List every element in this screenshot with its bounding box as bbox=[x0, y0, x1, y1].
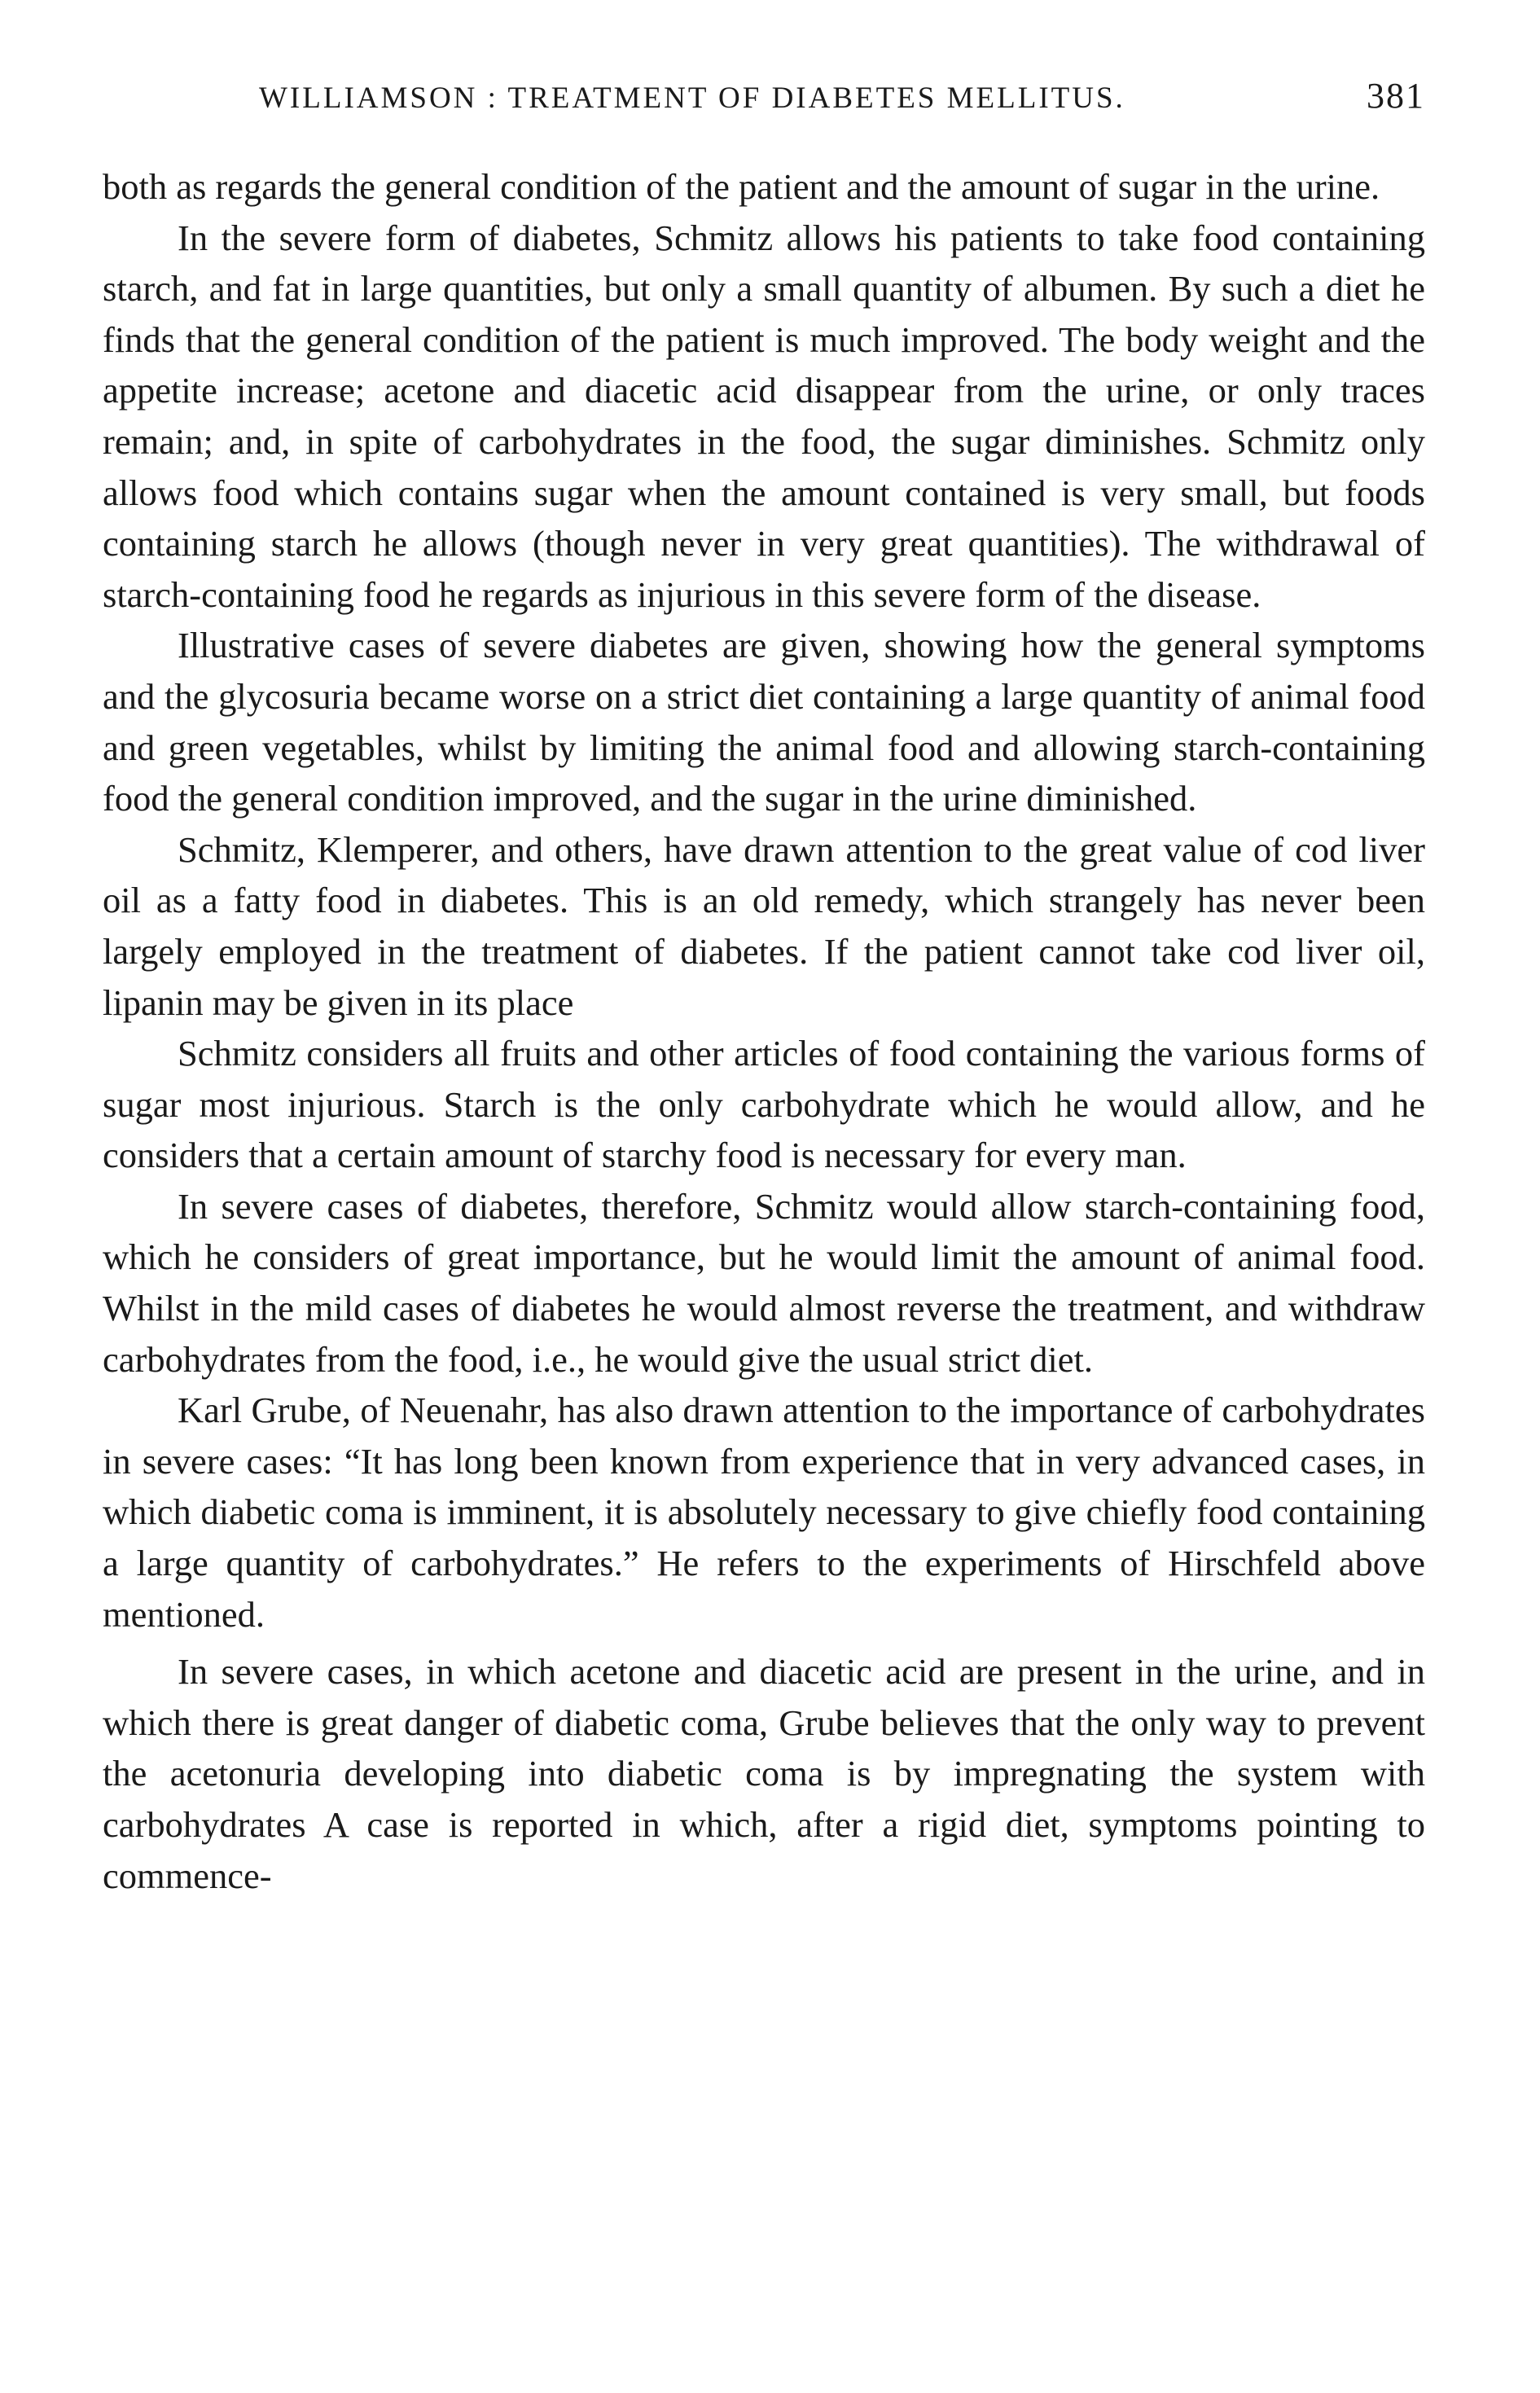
body-text bbox=[103, 161, 1425, 1901]
paragraph-acetonuria: In severe cases, in which acetone and diacetic acid are present in the urine, and in which there is great danger of diabetic coma, Grube believes that the only way to prevent the acetonuria developing into diabetic coma is by impregnating the system with carbohydrates A case is reported in which, after a rigid diet, symptoms pointing to commence- bbox=[103, 1651, 1425, 1896]
running-head bbox=[259, 75, 1425, 124]
page-number: 381 bbox=[1367, 76, 1425, 116]
paragraph-karl-grube: Karl Grube, of Neuenahr, has also drawn attention to the importance of carbohydrates in severe cases: “It has long been known from experience that in very advanced cases, in which diabetic coma is imminent, it is absolutely necessary to give chiefly food containing a large quantity of carbohydrates.” He refers to the experiments of Hirschfeld above mentioned. bbox=[103, 1390, 1425, 1635]
paragraph-starch-containing-food: In severe cases of diabetes, therefore, Schmitz would allow starch-containing food, which he considers of great importance, but he would limit the amount of animal food. Whilst in the mild cases of diabetes he would almost reverse the treatment, and withdraw carbohydrates from the food, i.e., he would give the usual strict diet. bbox=[103, 1185, 1425, 1380]
paragraph-severe-form-diet: In the severe form of diabetes, Schmitz allows his patients to take food containing starch, and fat in large quantities, but only a small quantity of albumen. By such a diet he finds that the general condition of the patient is much improved. The body weight and the appetite increase; acetone and diacetic acid disappear from the urine, or only traces remain; and, in spite of carbohydrates in the food, the sugar diminishes. Schmitz only allows food which contains sugar when the amount contained is very small, but foods containing starch he allows (though never in very great quantities). The withdrawal of starch-containing food he regards as injurious in this severe form of the disease. bbox=[103, 217, 1425, 615]
paragraph-fruits-and-sugar: Schmitz considers all fruits and other articles of food containing the various forms of sugar most injurious. Starch is the only carbohydrate which he would allow, and he considers that a certain amount of starchy food is necessary for every man. bbox=[103, 1033, 1425, 1176]
running-title: WILLIAMSON : TREATMENT OF DIABETES MELLITUS. bbox=[259, 81, 1125, 115]
paragraph-cod-liver-oil: Schmitz, Klemperer, and others, have drawn attention to the great value of cod liver oil as a fatty food in diabetes. This is an old remedy, which strangely has never been largely employed in the treatment of diabetes. If the patient cannot take cod liver oil, lipanin may be given in its place bbox=[103, 828, 1425, 1023]
paragraph-continuation: both as regards the general condition of the patient and the amount of sugar in the urine. bbox=[103, 166, 1380, 207]
paragraph-illustrative-cases: Illustrative cases of severe diabetes are given, showing how the general symptoms and the glycosuria became worse on a strict diet containing a large quantity of animal food and green vegetables, whilst by limiting the animal food and allowing starch-containing food the general condition improved, and the sugar in the urine diminished. bbox=[103, 625, 1425, 819]
